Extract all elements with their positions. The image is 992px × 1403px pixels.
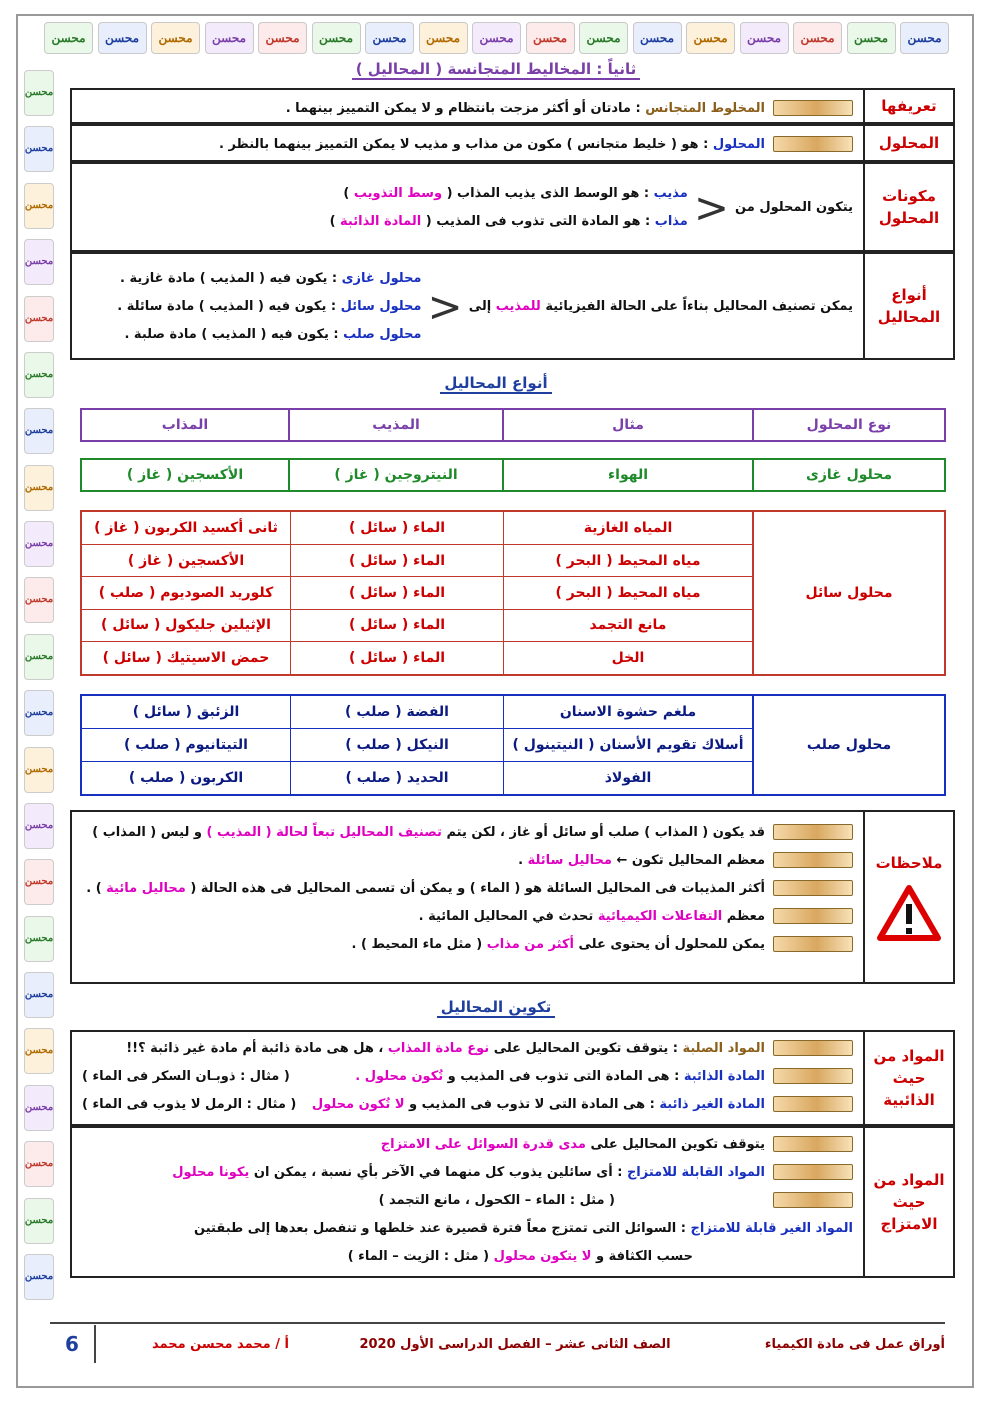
item-end: ) xyxy=(343,185,350,201)
item-hint: وسط التذويب xyxy=(353,185,443,201)
footer-subject: أوراق عمل فى مادة الكيمياء xyxy=(764,1336,945,1352)
row-label: أنواع المحاليل xyxy=(863,254,953,358)
solute-cell: حمض الاسيتيك ( سائل ) xyxy=(81,642,291,675)
header-logo: محسن xyxy=(793,22,842,54)
header-logo: محسن xyxy=(686,22,735,54)
item-text: : هو الوسط الذى يذيب المذاب ( xyxy=(446,185,650,201)
pen-bullet-icon xyxy=(773,1068,853,1084)
term: محلول غازى xyxy=(341,270,422,286)
example-cell: مانع التجمد xyxy=(504,609,754,641)
term: محلول سائل xyxy=(340,298,422,314)
pen-bullet-icon xyxy=(773,852,853,868)
side-logo: محسن xyxy=(24,747,54,793)
term: مذاب xyxy=(654,213,688,229)
types-table-header xyxy=(80,408,946,442)
header-logo: محسن xyxy=(151,22,200,54)
side-logo: محسن xyxy=(24,1198,54,1244)
item-text: : يكون فيه ( المذيب ) مادة غازية . xyxy=(120,270,338,286)
list-item: المواد القابلة للامتزاج : أى سائلين يذوب كل منهما في الآخر بأي نسبة ، يمكن ان يكونا محلول xyxy=(82,1158,853,1186)
page-footer xyxy=(50,1322,945,1364)
row-label xyxy=(863,812,953,982)
side-logo: محسن xyxy=(24,1085,54,1131)
section-title-text: ثانياً : المخاليط المتجانسة ( المحاليل ) xyxy=(352,60,641,80)
header-logo: محسن xyxy=(44,22,93,54)
miscibility-row xyxy=(70,1126,955,1278)
header-logo: محسن xyxy=(258,22,307,54)
header-logo: محسن xyxy=(633,22,682,54)
pen-bullet-icon xyxy=(773,880,853,896)
pen-bullet-icon xyxy=(773,824,853,840)
header-logo: محسن xyxy=(900,22,949,54)
side-logo: محسن xyxy=(24,1028,54,1074)
type-cell: محلول سائل xyxy=(753,511,945,675)
list-item: معظم التفاعلات الكيميائية تحدث في المحاليل المائية . xyxy=(82,902,853,930)
solute-cell: الأكسجين ( غاز ) xyxy=(81,544,291,576)
example-cell: مياه المحيط ( البحر ) xyxy=(504,544,754,576)
solute-cell: الزئبق ( سائل ) xyxy=(81,695,291,729)
example-cell: الهواء xyxy=(503,459,753,491)
pen-bullet-icon xyxy=(773,100,853,116)
term: محلول صلب xyxy=(343,326,422,342)
definition-text: : مادتان أو أكثر مزجت بانتظام و لا يمكن التمييز بينهما . xyxy=(285,100,641,116)
solute-cell: ثانى أكسيد الكربون ( غاز ) xyxy=(81,511,291,544)
solvent-cell: الماء ( سائل ) xyxy=(291,544,504,576)
list-item: يمكن للمحلول أن يحتوى على أكثر من مذاب ( مثل ماء المحيط ) . xyxy=(82,930,853,958)
header-logo: محسن xyxy=(205,22,254,54)
item-text: : هو المادة التى تذوب فى المذيب ( xyxy=(425,213,651,229)
solvent-cell: النيكل ( صلب ) xyxy=(291,729,504,762)
example-cell: الخل xyxy=(504,642,754,675)
table-title-text: أنواع المحاليل xyxy=(440,374,551,394)
solvent-cell: الحديد ( صلب ) xyxy=(291,761,504,795)
solvent-cell: الماء ( سائل ) xyxy=(291,642,504,675)
header-logo-strip xyxy=(44,22,949,56)
side-logo: محسن xyxy=(24,1254,54,1300)
term: المخلوط المتجانس xyxy=(645,100,765,116)
gas-solution-table xyxy=(80,458,946,492)
pen-bullet-icon xyxy=(773,908,853,924)
solvent-cell: النيتروجين ( غاز ) xyxy=(289,459,503,491)
pen-bullet-icon xyxy=(773,1192,853,1208)
formation-title xyxy=(0,998,992,1016)
side-logo: محسن xyxy=(24,803,54,849)
side-logo: محسن xyxy=(24,465,54,511)
side-logo: محسن xyxy=(24,690,54,736)
list-item: ( مثل : الماء – الكحول ، مانع التجمد ) xyxy=(82,1186,853,1214)
liquid-solution-table xyxy=(80,510,946,676)
term: مذيب xyxy=(653,185,688,201)
table-row xyxy=(81,511,945,544)
row-label: المحلول xyxy=(863,126,953,160)
side-logo: محسن xyxy=(24,972,54,1018)
example-cell: ملغم حشوة الاسنان xyxy=(504,695,754,729)
notes-row xyxy=(70,810,955,984)
header-logo: محسن xyxy=(365,22,414,54)
side-logo: محسن xyxy=(24,859,54,905)
list-item: يتوقف تكوين المحاليل على مدى قدرة السوائل على الامتزاج xyxy=(82,1130,853,1158)
components-row xyxy=(70,162,955,252)
solute-cell: كلوريد الصوديوم ( صلب ) xyxy=(81,577,291,609)
types-intro: يمكن تصنيف المحاليل بناءاً على الحالة الفيزيائية للمذيب إلى xyxy=(468,298,853,314)
col-header: مثال xyxy=(503,409,753,441)
page-number: 6 xyxy=(50,1325,96,1363)
notes-label: ملاحظات xyxy=(875,854,943,872)
header-logo: محسن xyxy=(419,22,468,54)
pen-bullet-icon xyxy=(773,1136,853,1152)
item-text: : يكون فيه ( المذيب ) مادة صلبة . xyxy=(124,326,339,342)
row-label: المواد من حيث الذائبية xyxy=(863,1032,953,1124)
pen-bullet-icon xyxy=(773,1164,853,1180)
header-logo: محسن xyxy=(526,22,575,54)
footer-teacher: أ / محمد محسن محمد xyxy=(152,1336,289,1352)
pen-bullet-icon xyxy=(773,1096,853,1112)
pen-bullet-icon xyxy=(773,136,853,152)
header-logo: محسن xyxy=(472,22,521,54)
example-cell: الفولاذ xyxy=(504,761,754,795)
example-cell: أسلاك تقويم الأسنان ( النيتينول ) xyxy=(504,729,754,762)
list-item: حسب الكثافة و لا يتكون محلول ( مثل : الزيت – الماء ) xyxy=(347,1248,693,1264)
warning-icon xyxy=(876,884,942,942)
solvent-cell: الماء ( سائل ) xyxy=(291,609,504,641)
solution-text: : هو ( خليط متجانس ) مكون من مذاب و مذيب لا يمكن التمييز بينهما بالنظر . xyxy=(219,136,709,152)
side-logo: محسن xyxy=(24,126,54,172)
side-logo: محسن xyxy=(24,239,54,285)
footer-grade: الصف الثانى عشر – الفصل الدراسى الأول 2020 xyxy=(359,1336,671,1352)
pen-bullet-icon xyxy=(773,936,853,952)
side-logo: محسن xyxy=(24,296,54,342)
item-end: ) xyxy=(329,213,336,229)
solubility-row xyxy=(70,1030,955,1126)
table-row xyxy=(81,695,945,729)
solvent-cell: الماء ( سائل ) xyxy=(291,577,504,609)
col-header: نوع المحلول xyxy=(753,409,945,441)
side-logo: محسن xyxy=(24,634,54,680)
side-logo: محسن xyxy=(24,1141,54,1187)
side-logo: محسن xyxy=(24,70,54,116)
types-row xyxy=(70,252,955,360)
header-logo: محسن xyxy=(98,22,147,54)
pen-bullet-icon xyxy=(773,1040,853,1056)
side-logo-strip xyxy=(24,70,54,1300)
list-item: المادة الغير ذائبة : هى المادة التى لا تذوب فى المذيب و لا تُكون محلول ( مثال : الرمل لا يذوب فى الماء ) xyxy=(82,1090,853,1118)
example-cell: مياه المحيط ( البحر ) xyxy=(504,577,754,609)
side-logo: محسن xyxy=(24,408,54,454)
list-item: أكثر المذيبات فى المحاليل السائلة هو ( الماء ) و يمكن أن تسمى المحاليل فى هذه الحالة ( محاليل مائية ) . xyxy=(82,874,853,902)
solute-cell: الكربون ( صلب ) xyxy=(81,761,291,795)
row-label: المواد من حيث الامتزاج xyxy=(863,1128,953,1276)
list-item: المواد الصلبة : يتوقف تكوين المحاليل على نوع مادة المذاب ، هل هى مادة ذائبة أم مادة غير ذائبة ؟!! xyxy=(82,1034,853,1062)
solid-solution-table xyxy=(80,694,946,796)
list-item: معظم المحاليل تكون ← محاليل سائلة . xyxy=(82,846,853,874)
brace-icon: < xyxy=(693,182,730,232)
brace-icon: < xyxy=(427,281,463,331)
list-item: قد يكون ( المذاب ) صلب أو سائل أو غاز ، لكن يتم تصنيف المحاليل تبعاً لحالة ( المذيب ) و ليس ( المذاب ) xyxy=(82,818,853,846)
side-logo: محسن xyxy=(24,183,54,229)
col-header: المذيب xyxy=(289,409,503,441)
formation-title-text: تكوين المحاليل xyxy=(437,998,556,1018)
list-item: المادة الذائبة : هى المادة التى تذوب فى المذيب و تُكون محلول . ( مثال : ذوبـان السكر فى الماء ) xyxy=(82,1062,853,1090)
type-cell: محلول صلب xyxy=(753,695,945,795)
definition-row xyxy=(70,88,955,124)
header-logo: محسن xyxy=(847,22,896,54)
solution-row xyxy=(70,124,955,162)
header-logo: محسن xyxy=(579,22,628,54)
solute-cell: الإثيلين جليكول ( سائل ) xyxy=(81,609,291,641)
item-hint: المادة الذائبة xyxy=(340,213,422,229)
side-logo: محسن xyxy=(24,521,54,567)
section-title xyxy=(0,60,992,78)
solvent-cell: الماء ( سائل ) xyxy=(291,511,504,544)
item-text: : يكون فيه ( المذيب ) مادة سائلة . xyxy=(117,298,337,314)
row-label: مكونات المحلول xyxy=(863,164,953,250)
row-label: تعريفها xyxy=(863,90,953,122)
type-cell: محلول غازى xyxy=(753,459,945,491)
header-logo: محسن xyxy=(740,22,789,54)
term: المحلول xyxy=(712,136,765,152)
side-logo: محسن xyxy=(24,352,54,398)
solute-cell: الأكسجين ( غاز ) xyxy=(81,459,289,491)
col-header: المذاب xyxy=(81,409,289,441)
solvent-cell: الفضة ( صلب ) xyxy=(291,695,504,729)
table-title xyxy=(0,374,992,392)
side-logo: محسن xyxy=(24,916,54,962)
header-logo: محسن xyxy=(312,22,361,54)
side-logo: محسن xyxy=(24,577,54,623)
list-item: المواد الغير قابلة للامتزاج : السوائل التى تمتزج معاً فترة قصيرة عند خلطها و تنفصل بعدها إلى طبقتين xyxy=(194,1220,853,1236)
solute-cell: التيتانيوم ( صلب ) xyxy=(81,729,291,762)
components-intro: يتكون المحلول من xyxy=(735,199,853,215)
example-cell: المياه الغازية xyxy=(504,511,754,544)
